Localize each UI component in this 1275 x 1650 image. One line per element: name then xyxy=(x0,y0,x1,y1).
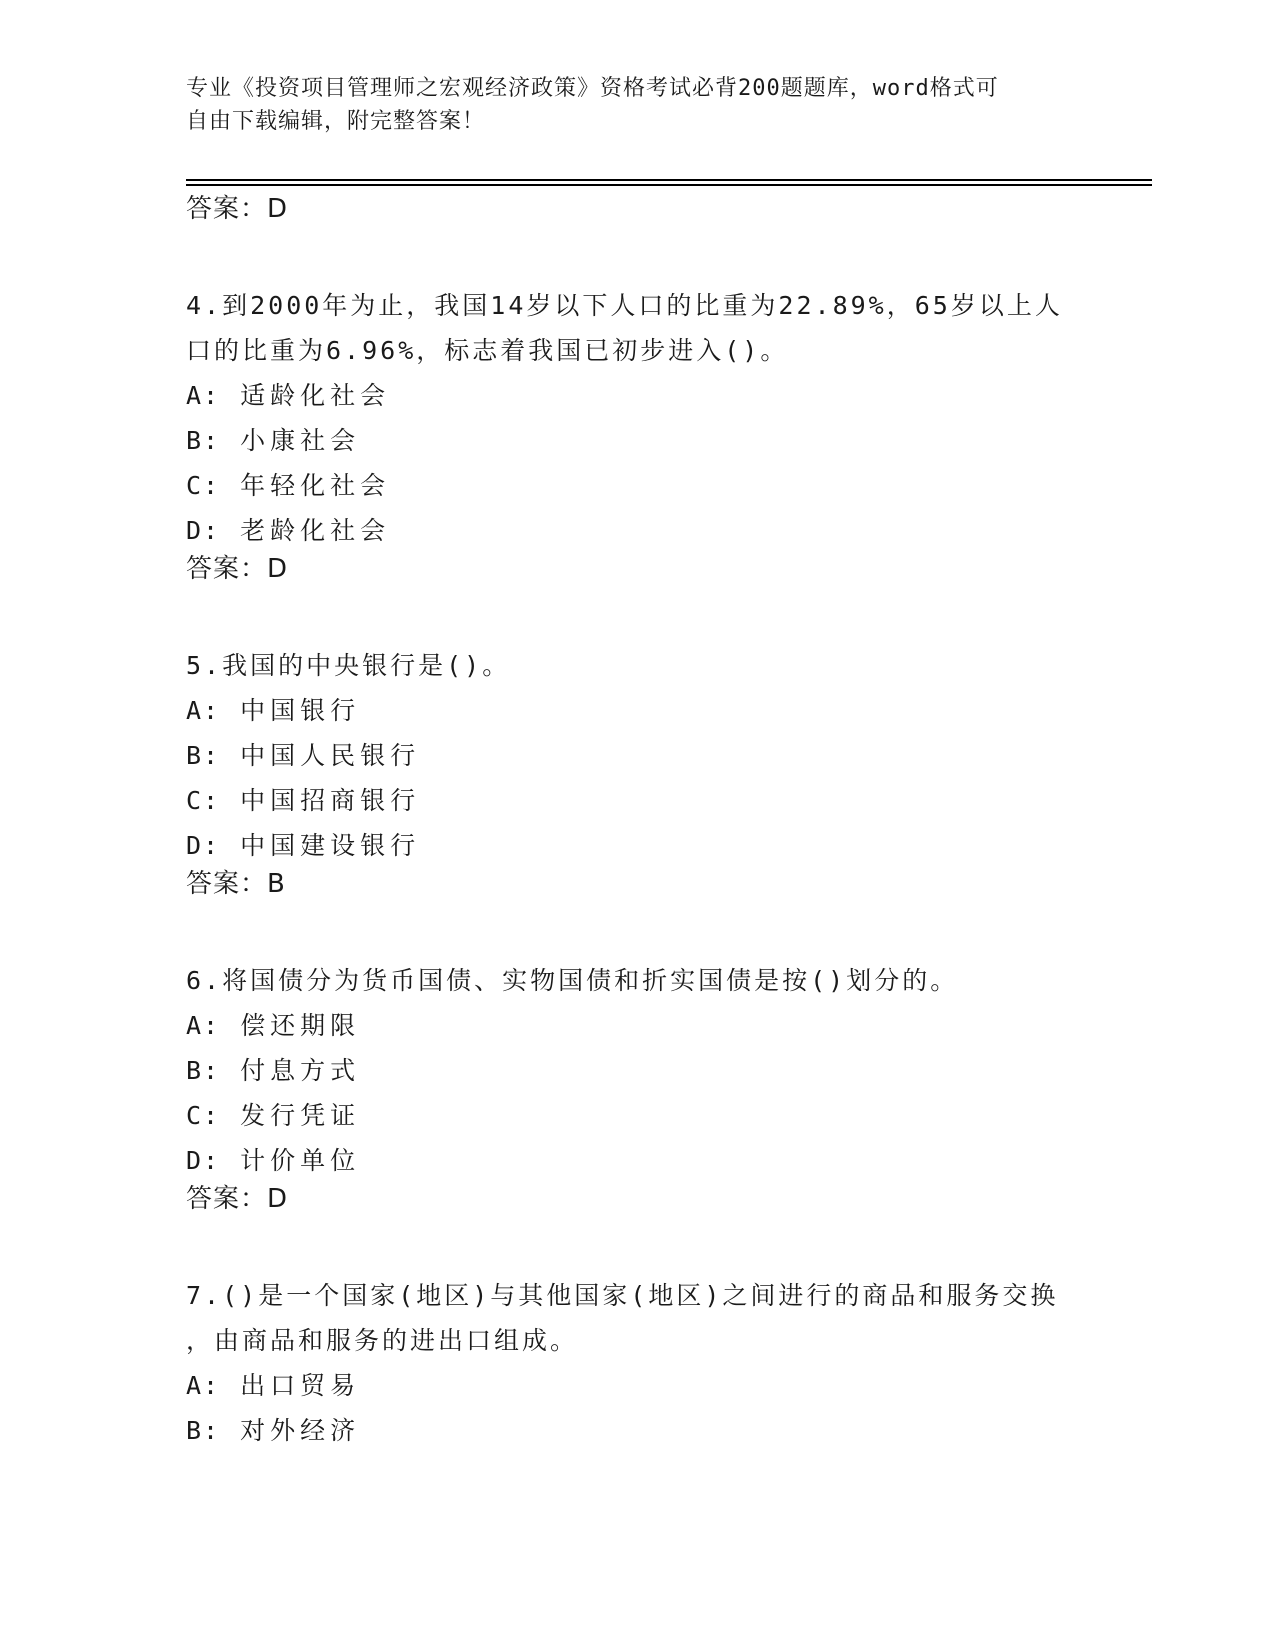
option-letter: D: xyxy=(186,1146,221,1175)
option-a xyxy=(186,373,1086,418)
question-block xyxy=(186,283,1086,586)
option-a xyxy=(186,688,1086,733)
option-text: 中国人民银行 xyxy=(240,741,421,770)
question-block xyxy=(186,1273,1086,1453)
question-text-line: 5.我国的中央银行是()。 xyxy=(186,651,511,680)
question-text-line: 口的比重为6.96%，标志着我国已初步进入()。 xyxy=(186,336,789,365)
option-letter: B: xyxy=(186,1056,221,1085)
option-text: 偿还期限 xyxy=(240,1011,361,1040)
question-block xyxy=(186,643,1086,901)
header-line-2: 自由下载编辑，附完整答案！ xyxy=(186,109,486,134)
answer-line: 答案：D xyxy=(186,1184,289,1214)
option-b xyxy=(186,418,1086,463)
option-letter: C: xyxy=(186,786,221,815)
option-letter: B: xyxy=(186,426,221,455)
option-a xyxy=(186,1003,1086,1048)
option-c xyxy=(186,463,1086,508)
question-text-line: 6.将国债分为货币国债、实物国债和折实国债是按()划分的。 xyxy=(186,966,959,995)
option-text: 小康社会 xyxy=(240,426,361,455)
option-text: 中国招商银行 xyxy=(240,786,421,815)
option-letter: B: xyxy=(186,1416,221,1445)
option-letter: A: xyxy=(186,381,221,410)
document-header xyxy=(186,72,1076,138)
option-text: 适龄化社会 xyxy=(240,381,391,410)
option-b xyxy=(186,1048,1086,1093)
header-divider-top xyxy=(186,179,1152,181)
header-line-1: 专业《投资项目管理师之宏观经济政策》资格考试必背200题题库，word格式可 xyxy=(186,76,999,101)
option-c xyxy=(186,1093,1086,1138)
answer-line: 答案：B xyxy=(186,869,286,899)
option-a xyxy=(186,1363,1086,1408)
answer-line: 答案：D xyxy=(186,194,289,224)
option-d xyxy=(186,823,1086,868)
option-text: 付息方式 xyxy=(240,1056,361,1085)
option-b xyxy=(186,733,1086,778)
option-letter: D: xyxy=(186,831,221,860)
answer-line: 答案：D xyxy=(186,554,289,584)
option-c xyxy=(186,778,1086,823)
option-b xyxy=(186,1408,1086,1453)
option-letter: C: xyxy=(186,1101,221,1130)
question-block xyxy=(186,958,1086,1216)
option-text: 对外经济 xyxy=(240,1416,361,1445)
option-text: 计价单位 xyxy=(240,1146,361,1175)
option-text: 出口贸易 xyxy=(240,1371,361,1400)
option-text: 年轻化社会 xyxy=(240,471,391,500)
option-text: 中国建设银行 xyxy=(240,831,421,860)
header-divider-bottom xyxy=(186,184,1152,186)
question-list xyxy=(186,193,1086,1453)
option-letter: A: xyxy=(186,1371,221,1400)
option-letter: B: xyxy=(186,741,221,770)
option-letter: A: xyxy=(186,696,221,725)
option-letter: A: xyxy=(186,1011,221,1040)
option-text: 老龄化社会 xyxy=(240,516,391,545)
option-d xyxy=(186,508,1086,553)
question-text-line: 4.到2000年为止，我国14岁以下人口的比重为22.89%，65岁以上人 xyxy=(186,291,1063,320)
option-letter: C: xyxy=(186,471,221,500)
option-text: 中国银行 xyxy=(240,696,361,725)
question-text-line: 7.()是一个国家(地区)与其他国家(地区)之间进行的商品和服务交换 xyxy=(186,1281,1059,1310)
question-text-line: ，由商品和服务的进出口组成。 xyxy=(186,1326,579,1355)
option-letter: D: xyxy=(186,516,221,545)
option-text: 发行凭证 xyxy=(240,1101,361,1130)
option-d xyxy=(186,1138,1086,1183)
